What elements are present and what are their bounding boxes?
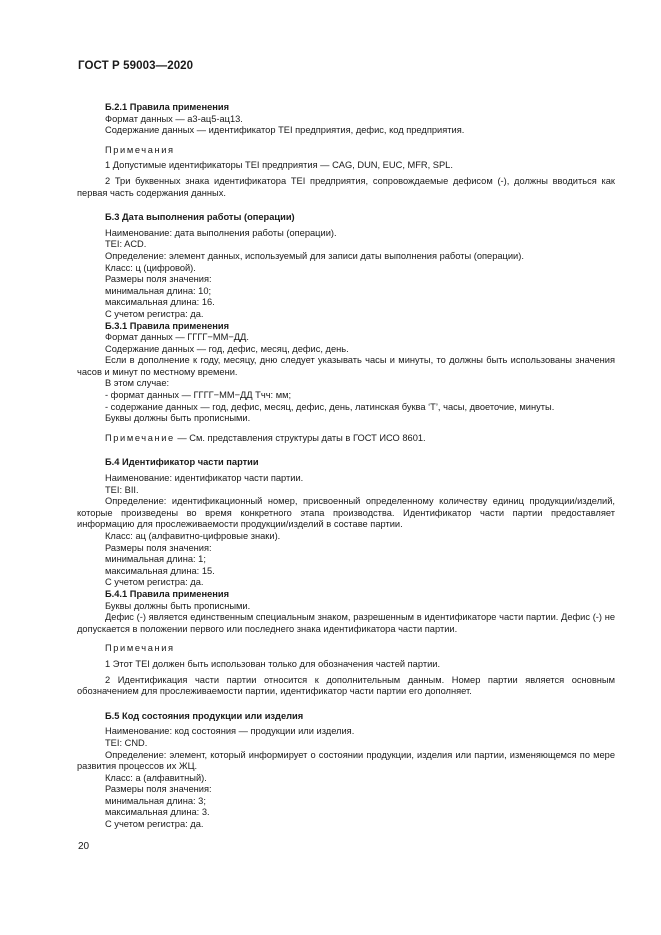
paragraph: TEI: CND. [105,737,148,748]
document-body [77,102,615,831]
paragraph: Класс: а (алфавитный). [105,772,207,783]
note: 1 Допустимые идентификаторы TEI предприятия — CAG, DUN, EUC, MFR, SPL. [105,160,453,171]
section-heading: Б.2.1 Правила применения [105,102,229,112]
paragraph: Формат данных — ГГГГ−ММ−ДД. [105,332,249,343]
paragraph: Содержание данных — идентификатор TEI предприятия, дефис, код предприятия. [105,125,465,136]
paragraph: Определение: элемент данных, используемый для записи даты выполнения работы (операции). [105,250,524,261]
section-heading: Б.3 Дата выполнения работы (операции) [105,212,295,223]
paragraph: Класс: ац (алфавитно-цифровые знаки). [105,531,281,541]
notes-title: Примечания [105,144,175,155]
section-heading: Б.3.1 Правила применения [105,320,229,331]
note-label: Примечание [105,432,175,443]
note-text: — См. представления структуры даты в ГОСТ ИСО 8601. [174,432,426,443]
paragraph: Размеры поля значения: [105,542,212,553]
paragraph: Определение: элемент, который информирует о состоянии продукции, изделия или партии, изменяющемся по мере развития процессов их ЖЦ. [77,749,615,772]
paragraph: С учетом регистра: да. [105,819,204,830]
note: 2 Три буквенных знака идентификатора TEI предприятия, сопровождаемые дефисом (-), должны вводиться как первая часть содержания данных. [77,175,615,198]
note: 2 Идентификация части партии относится к дополнительным данным. Номер партии является основным обозначением для прослеживаемости партии, идентификатор части партии его дополняет. [77,674,615,697]
paragraph: Наименование: код состояния — продукции или изделия. [105,726,355,737]
paragraph: Класс: ц (цифровой). [105,262,196,273]
paragraph: Размеры поля значения: [105,274,212,285]
paragraph: максимальная длина: 3. [105,807,210,818]
paragraph: Размеры поля значения: [105,784,212,795]
paragraph: TEI: BII. [105,484,139,495]
paragraph: Формат данных — a3-ац5-ац13. [105,113,243,124]
paragraph: В этом случае: [105,378,170,389]
list-item: - содержание данных — год, дефис, месяц, дефис, день, латинская буква ‘T’, часы, двоеточие, минуты. [105,401,555,412]
paragraph: максимальная длина: 15. [105,565,215,576]
document-header: ГОСТ Р 59003—2020 [78,60,194,72]
paragraph: минимальная длина: 10; [105,285,212,296]
section-heading: Б.4 Идентификатор части партии [105,457,259,468]
paragraph: Наименование: дата выполнения работы (операции). [105,227,337,238]
page-number: 20 [78,841,90,852]
note [77,433,615,445]
notes-title: Примечания [105,643,175,654]
paragraph: Буквы должны быть прописными. [105,600,251,611]
paragraph: TEI: ACD. [105,239,147,250]
paragraph: минимальная длина: 3; [105,795,206,806]
paragraph: С учетом регистра: да. [105,308,204,319]
paragraph: Если в дополнение к году, месяцу, дню следует указывать часы и минуты, то должны быть использованы значения часов и минут по местному времени. [77,355,615,377]
note: 1 Этот TEI должен быть использован только для обозначения частей партии. [105,658,441,669]
paragraph: Дефис (-) является единственным специальным знаком, разрешенным в идентификаторе части партии. Дефис (-) не допускается в положении первого или последнего знака идентификатора части партии. [77,612,615,634]
paragraph: максимальная длина: 16. [105,297,215,308]
paragraph: Наименование: идентификатор части партии. [105,473,304,484]
list-item: - формат данных — ГГГГ−ММ−ДД Тчч: мм; [105,390,292,401]
paragraph: Буквы должны быть прописными. [105,413,251,424]
paragraph: С учетом регистра: да. [105,577,204,588]
section-heading: Б.4.1 Правила применения [105,588,229,599]
paragraph: Определение: идентификационный номер, присвоенный определенному количеству единиц продукции/изделий, которые произведены во время конкретного этапа производства. Идентификатор части партии предоставляет информацию для прослеживаемости продукции/изделий в составе партии. [77,496,615,530]
paragraph: минимальная длина: 1; [105,554,206,565]
paragraph: Содержание данных — год, дефис, месяц, дефис, день. [105,343,349,354]
section-heading: Б.5 Код состояния продукции или изделия [105,710,304,721]
